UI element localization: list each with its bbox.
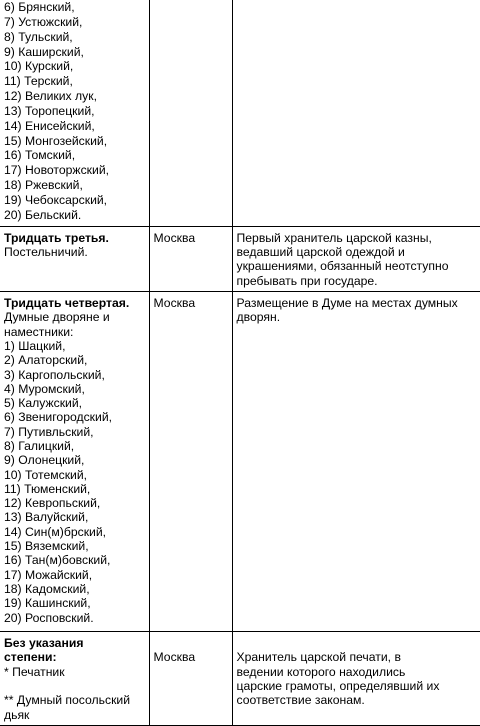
rank-line: 11) Терский, [4, 74, 73, 89]
rank-heading: Тридцать третья. [4, 230, 109, 245]
rank-line: 16) Томский, [4, 148, 76, 163]
place-text: Москва [153, 230, 196, 245]
rank-line: 13) Валуйский, [4, 510, 89, 525]
rank-line: 7) Путивльский, [4, 424, 94, 439]
rank-line: 15) Монгозейский, [4, 133, 108, 148]
rank-line: 6) Звенигородский, [4, 410, 113, 425]
rank-line: 17) Можайский, [4, 567, 93, 582]
description-cell [232, 632, 480, 726]
rank-line: 17) Новоторжский, [4, 163, 110, 178]
place-text: Москва [153, 650, 196, 665]
rank-line: 8) Тульский, [4, 29, 73, 44]
rank-line: 20) Бельский. [4, 207, 82, 222]
rank-line: 6) Брянский, [4, 0, 75, 14]
description-cell [232, 0, 480, 226]
rank-line: 8) Галицкий, [4, 439, 75, 453]
description-line: соответствие законам. [236, 693, 365, 708]
rank-cell [0, 632, 149, 726]
description-line: Размещение в Думе на местах думных [236, 296, 458, 311]
description-line: царские грамоты, определявший их [236, 679, 440, 694]
rank-line: Думные дворяне и [4, 310, 110, 325]
rank-line: 9) Олонецкий, [4, 453, 85, 468]
rank-line: 16) Тан(м)бовский, [4, 553, 111, 568]
place-cell [149, 0, 232, 226]
rank-line: 9) Каширский, [4, 44, 84, 59]
description-line: пребывать при государе. [236, 273, 378, 288]
description-line: Хранитель царской печати, в [236, 650, 401, 665]
rank-line: 2) Алаторский, [4, 353, 88, 368]
rank-line: дьяк [4, 707, 30, 722]
rank-line: 12) Кевропьский, [4, 496, 101, 511]
description-line: Первый хранитель царской казны, [236, 230, 432, 245]
rank-line: 12) Великих лук, [4, 89, 97, 104]
description-cell [232, 226, 480, 291]
rank-cell [0, 0, 149, 226]
table-row [0, 226, 480, 291]
rank-line: 20) Росповский. [4, 610, 94, 625]
rank-line: 18) Ржевский, [4, 178, 83, 193]
table-row [0, 292, 480, 632]
rank-heading: Тридцать четвертая. [4, 296, 130, 311]
rank-line: 1) Шацкий, [4, 338, 66, 353]
rank-heading: степени: [4, 650, 57, 665]
place-cell [149, 226, 232, 291]
description-line: ведении которого находились [236, 664, 406, 679]
place-cell [149, 632, 232, 726]
rank-line: Постельничий. [4, 245, 88, 259]
rank-heading: Без указания [4, 636, 84, 651]
rank-line: 10) Курский, [4, 59, 74, 74]
rank-line: 3) Каргопольский, [4, 367, 105, 382]
table-row [0, 632, 480, 726]
description-line: украшениями, обязанный неотступно [236, 259, 449, 274]
rank-cell [0, 292, 149, 632]
rank-line: 13) Торопецкий, [4, 103, 95, 118]
rank-line: 14) Енисейский, [4, 118, 95, 133]
rank-line: наместники: [4, 324, 74, 339]
spacer [154, 636, 228, 650]
rank-line: 15) Вяземский, [4, 539, 89, 554]
rank-line: 19) Кашинский, [4, 596, 91, 611]
rank-line: 14) Син(м)брский, [4, 524, 107, 539]
rank-line: 10) Тотемский, [4, 467, 88, 482]
table-row [0, 0, 480, 226]
spacer [4, 679, 145, 693]
rank-line: 18) Кадомский, [4, 581, 90, 596]
description-line: ведавший царской одеждой и [236, 245, 405, 259]
rank-line: 19) Чебоксарский, [4, 192, 108, 207]
rank-line: 4) Муромский, [4, 381, 85, 396]
description-line: дворян. [236, 310, 281, 325]
place-cell [149, 292, 232, 632]
spacer [237, 636, 477, 650]
rank-line: 7) Устюжский, [4, 14, 83, 29]
rank-line: 11) Тюменский, [4, 481, 91, 496]
rank-cell [0, 226, 149, 291]
rank-line: 5) Калужский, [4, 396, 83, 411]
description-cell [232, 292, 480, 632]
rank-line: * Печатник [4, 664, 65, 679]
place-text: Москва [153, 296, 196, 311]
rank-line: ** Думный посольский [4, 693, 131, 708]
